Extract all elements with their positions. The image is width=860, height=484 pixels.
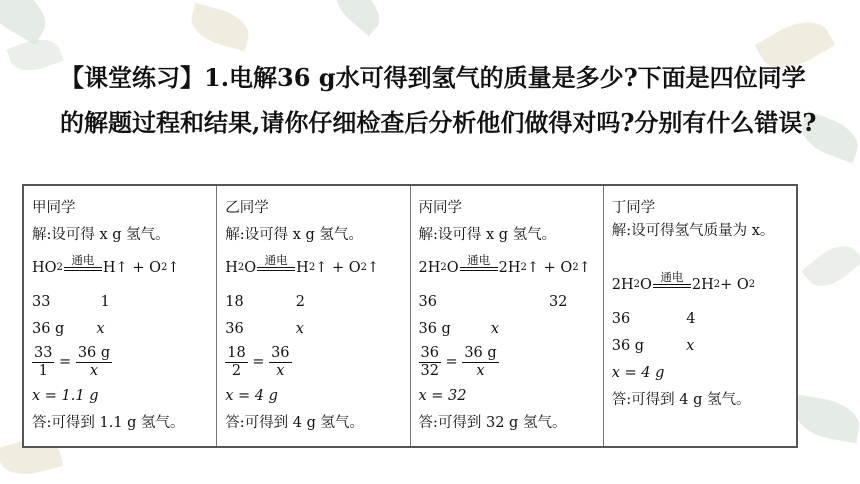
setup-line: 解:设可得 x g 氢气。: [32, 226, 170, 243]
student-ding-column: [604, 186, 796, 446]
setup-line: 解:设可得氢气质量为 x。: [611, 223, 775, 239]
proportion-line: $\frac{18}{2}$ = $\frac{36}{x}$: [227, 344, 290, 379]
mass-ratio-line: 36 32: [418, 293, 568, 310]
known-line: 36 g x: [32, 320, 105, 337]
student-yi-column: [217, 186, 410, 446]
leaf-decoration: [327, 0, 388, 36]
chemical-equation: HO 2 通电 H↑ + O 2 ↑: [32, 252, 180, 276]
leaf-decoration: [801, 236, 860, 296]
setup-line: 解:设可得 x g 氢气。: [418, 226, 557, 243]
reaction-condition: 通电: [64, 254, 102, 271]
answer-line: 答:可得到 32 g 氢气。: [418, 414, 567, 431]
result-line: x = 4 g: [611, 364, 665, 381]
student-name: 乙同学: [225, 199, 269, 216]
result-line: x = 1.1 g: [32, 387, 99, 404]
reaction-condition: 通电: [460, 254, 498, 271]
proportion-line: $\frac{36}{32}$ = $\frac{36 g}{x}$: [420, 344, 497, 379]
solutions-table: [22, 184, 798, 448]
student-name: 丁同学: [611, 199, 656, 216]
question-body: 1.电解36 g水可得到氢气的质量是多少?下面是四位同学的解题过程和结果,请你仔细检查后分析他们做得对吗?分别有什么错误?: [60, 63, 817, 137]
leaf-decoration: [6, 32, 63, 77]
known-line: 36 g x: [611, 337, 695, 354]
mass-ratio-line: 33 1: [32, 293, 110, 310]
known-line: 36 x: [225, 320, 304, 337]
chemical-equation: 2H 2 O 通电 2H 2 + O 2: [611, 269, 756, 293]
chemical-equation: H 2 O 通电 H 2 ↑ + O 2 ↑: [225, 252, 380, 276]
proportion-line: $\frac{33}{1}$ = $\frac{36 g}{x}$: [34, 344, 111, 379]
setup-line: 解:设可得 x g 氢气。: [225, 226, 363, 243]
leaf-decoration: [187, 3, 254, 51]
student-name: 甲同学: [32, 199, 76, 216]
student-jia-column: [24, 186, 217, 446]
student-bing-column: [411, 186, 604, 446]
known-line: 36 g x: [418, 320, 500, 337]
question-tag: 【课堂练习】: [60, 63, 204, 92]
question-text: [60, 55, 820, 145]
leaf-decoration: [792, 395, 860, 444]
answer-line: 答:可得到 4 g 氢气。: [225, 414, 364, 431]
reaction-condition: 通电: [257, 254, 295, 271]
chemical-equation: 2H 2 O 通电 2H 2 ↑ + O 2 ↑: [418, 252, 591, 276]
reaction-condition: 通电: [653, 271, 691, 288]
result-line: x = 4 g: [225, 387, 278, 404]
leaf-decoration: [0, 0, 55, 45]
mass-ratio-line: 18 2: [225, 293, 305, 310]
answer-line: 答:可得到 4 g 氢气。: [611, 391, 751, 408]
answer-line: 答:可得到 1.1 g 氢气。: [32, 414, 185, 431]
result-line: x = 32: [418, 387, 467, 404]
student-name: 丙同学: [418, 199, 462, 216]
mass-ratio-line: 36 4: [611, 310, 696, 327]
